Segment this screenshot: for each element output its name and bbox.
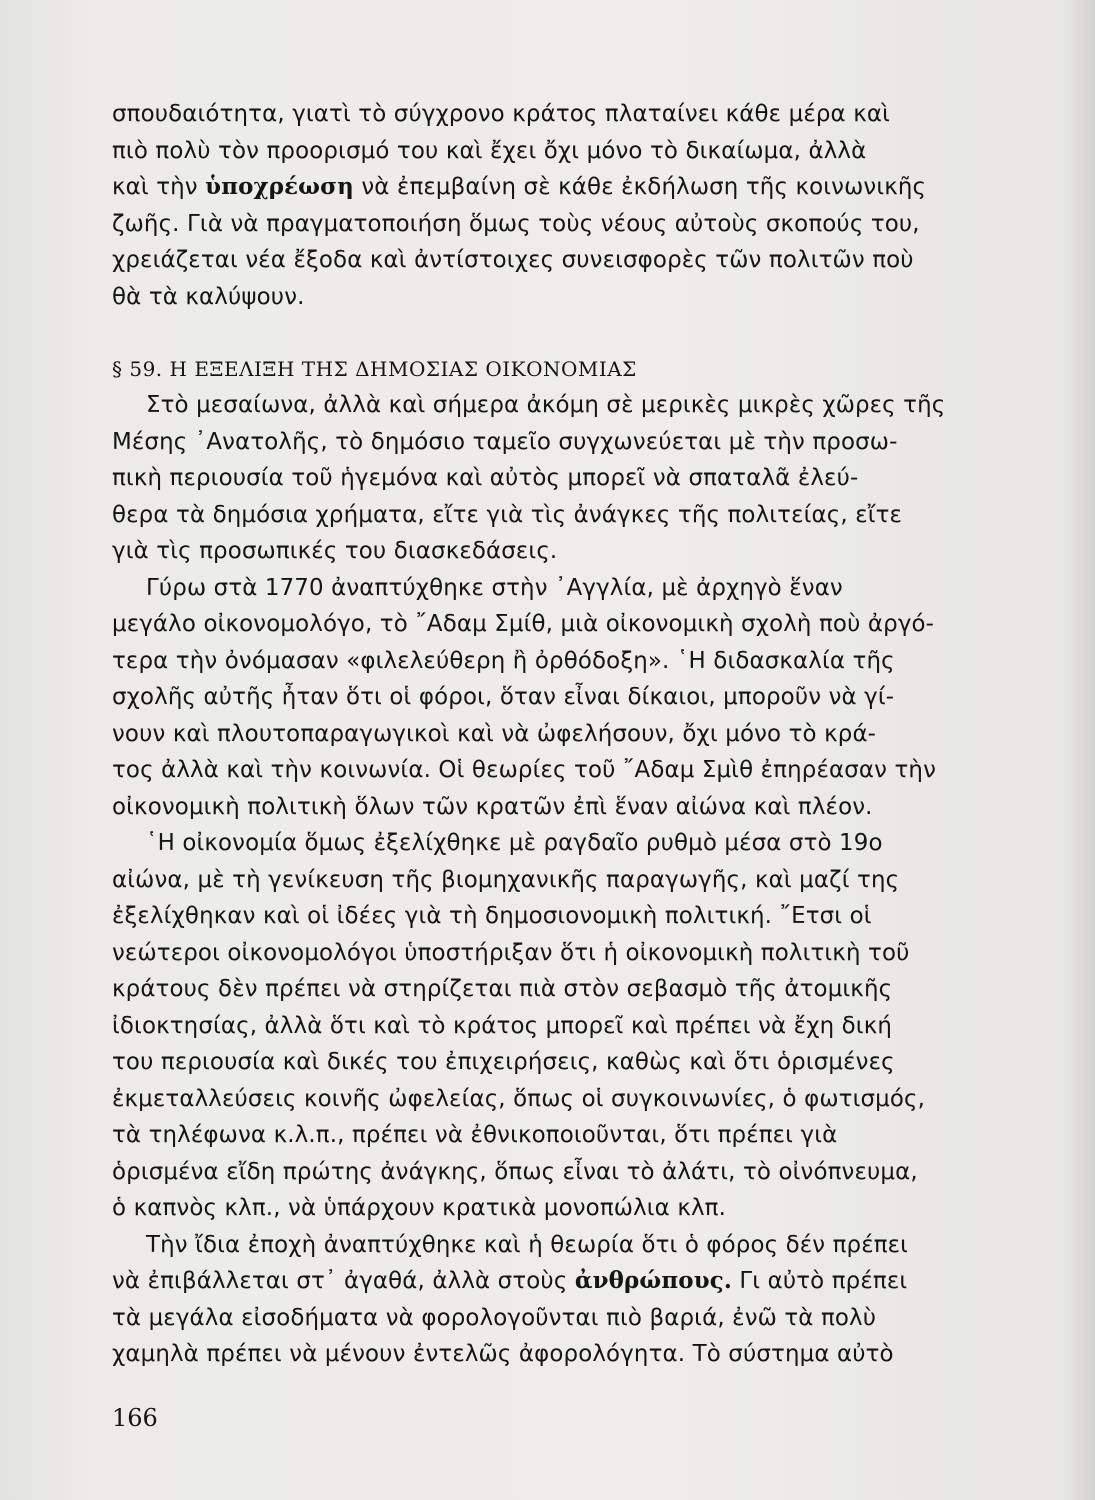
text-line: Γύρω στὰ 1770 ἀναπτύχθηκε στὴν ᾿Αγγλία, μὲ ἀρχηγὸ ἕναν: [146, 574, 843, 601]
page-edge-shadow: [1065, 0, 1095, 1500]
text-line: κράτους δὲν πρέπει νὰ στηρίζεται πιὰ στὸν σεβασμὸ τῆς ἀτομικῆς: [112, 976, 893, 1002]
bold-term: ἀνθρώπους.: [574, 1267, 732, 1294]
text-line: θὰ τὰ καλύψουν.: [112, 283, 305, 310]
text-line: πικὴ περιουσία τοῦ ἡγεμόνα καὶ αὐτὸς μπορεῖ νὰ σπαταλᾶ ἐλεύ-: [112, 465, 859, 491]
text-line: τὰ τηλέφωνα κ.λ.π., πρέπει νὰ ἐθνικοποιοῦνται, ὅτι πρέπει γιὰ: [112, 1122, 838, 1148]
text-line: [112, 169, 1052, 206]
text-line: χαμηλὰ πρέπει νὰ μένουν ἐντελῶς ἀφορολόγητα. Τὸ σύστημα αὐτὸ: [112, 1341, 894, 1367]
text-line: Τὴν ἴδια ἐποχὴ ἀναπτύχθηκε καὶ ἡ θεωρία ὅτι ὁ φόρος δέν πρέπει: [146, 1231, 909, 1258]
text-segment: Γι αὐτὸ πρέπει: [731, 1268, 908, 1294]
text-line: χρειάζεται νέα ἔξοδα καὶ ἀντίστοιχες συνεισφορὲς τῶν πολιτῶν ποὺ: [112, 247, 914, 273]
text-line: γιὰ τὶς προσωπικές του διασκεδάσεις.: [112, 538, 558, 564]
text-segment: καὶ τὴν: [112, 174, 206, 200]
page-text: [112, 96, 1052, 1373]
text-line: ὁ καπνὸς κλπ., νὰ ὑπάρχουν κρατικὰ μονοπώλια κλπ.: [112, 1195, 727, 1221]
text-line: Στὸ μεσαίωνα, ἀλλὰ καὶ σήμερα ἀκόμη σὲ μερικὲς μικρὲς χῶρες τῆς: [146, 392, 946, 418]
text-line: μεγάλο οἰκονομολόγο, τὸ ῎Αδαμ Σμίθ, μιὰ οἰκονομικὴ σχολὴ ποὺ ἀργό-: [112, 611, 935, 637]
text-line: ἐκμεταλλεύσεις κοινῆς ὠφελείας, ὅπως οἱ συγκοινωνίες, ὁ φωτισμός,: [112, 1085, 926, 1112]
paragraph-middle-ages: [112, 387, 1052, 570]
text-line: ὁρισμένα εἴδη πρώτης ἀνάγκης, ὅπως εἶναι τὸ ἀλάτι, τὸ οἰνόπνευμα,: [112, 1158, 918, 1185]
text-line: οἰκονομικὴ πολιτικὴ ὅλων τῶν κρατῶν ἐπὶ ἕναν αἰώνα καὶ πλέον.: [112, 793, 873, 820]
section-heading: § 59. Η ΕΞΕΛΙΞΗ ΤΗΣ ΔΗΜΟΣΙΑΣ ΟΙΚΟΝΟΜΙΑΣ: [112, 357, 637, 381]
paragraph-intro: [112, 96, 1052, 315]
paragraph-tax-theory: [112, 1227, 1052, 1373]
text-line: [112, 1263, 1052, 1300]
text-line: σχολῆς αὐτῆς ἦταν ὅτι οἱ φόροι, ὅταν εἶναι δίκαιοι, μποροῦν νὰ γί-: [112, 684, 895, 710]
text-line: Μέσης ᾿Ανατολῆς, τὸ δημόσιο ταμεῖο συγχωνεύεται μὲ τὴν προσω-: [112, 428, 898, 455]
text-line: νουν καὶ πλουτοπαραγωγικοὶ καὶ νὰ ὠφελήσουν, ὄχι μόνο τὸ κρά-: [112, 720, 877, 747]
text-line: ῾Η οἰκονομία ὅμως ἐξελίχθηκε μὲ ραγδαῖο ρυθμὸ μέσα στὸ 19ο: [146, 830, 883, 856]
page-number: 166: [112, 1404, 158, 1432]
text-line: νεώτεροι οἰκονομολόγοι ὑποστήριξαν ὅτι ἡ οἰκονομικὴ πολιτικὴ τοῦ: [112, 939, 910, 966]
text-line: αἰώνα, μὲ τὴ γενίκευση τῆς βιομηχανικῆς παραγωγῆς, καὶ μαζί της: [112, 866, 900, 893]
paragraph-adam-smith: [112, 570, 1052, 826]
text-segment: νὰ ἐπεμβαίνη σὲ κάθε ἐκδήλωση τῆς κοινωνικῆς: [353, 174, 927, 200]
text-segment: νὰ ἐπιβάλλεται στ᾿ ἀγαθά, ἀλλὰ στοὺς: [112, 1268, 575, 1294]
bold-term: ὑποχρέωση: [205, 173, 354, 200]
text-line: πιὸ πολὺ τὸν προορισμό του καὶ ἔχει ὄχι μόνο τὸ δικαίωμα, ἀλλὰ: [112, 137, 867, 164]
text-line: ἐξελίχθηκαν καὶ οἱ ἰδέες γιὰ τὴ δημοσιονομικὴ πολιτική. ῎Ετσι οἱ: [112, 903, 872, 929]
text-line: τὰ μεγάλα εἰσοδήματα νὰ φορολογοῦνται πιὸ βαριά, ἐνῶ τὰ πολὺ: [112, 1304, 877, 1331]
text-line: τος ἀλλὰ καὶ τὴν κοινωνία. Οἱ θεωρίες τοῦ ῎Αδαμ Σμὶθ ἐπηρέασαν τὴν: [112, 757, 937, 783]
text-line: ἰδιοκτησίας, ἀλλὰ ὅτι καὶ τὸ κράτος μπορεῖ καὶ πρέπει νὰ ἔχη δική: [112, 1012, 893, 1039]
text-line: θερα τὰ δημόσια χρήματα, εἴτε γιὰ τὶς ἀνάγκες τῆς πολιτείας, εἴτε: [112, 501, 903, 528]
text-line: ζωῆς. Γιὰ νὰ πραγματοποιήση ὅμως τοὺς νέους αὐτοὺς σκοπούς του,: [112, 210, 920, 237]
text-line: τερα τὴν ὀνόμασαν «φιλελεύθερη ἢ ὀρθόδοξη». ῾Η διδασκαλία τῆς: [112, 647, 895, 674]
paragraph-19th-century: [112, 825, 1052, 1227]
text-line: του περιουσία καὶ δικές του ἐπιχειρήσεις, καθὼς καὶ ὅτι ὁρισμένες: [112, 1049, 895, 1075]
text-line: σπουδαιότητα, γιατὶ τὸ σύγχρονο κράτος πλαταίνει κάθε μέρα καὶ: [112, 101, 890, 127]
